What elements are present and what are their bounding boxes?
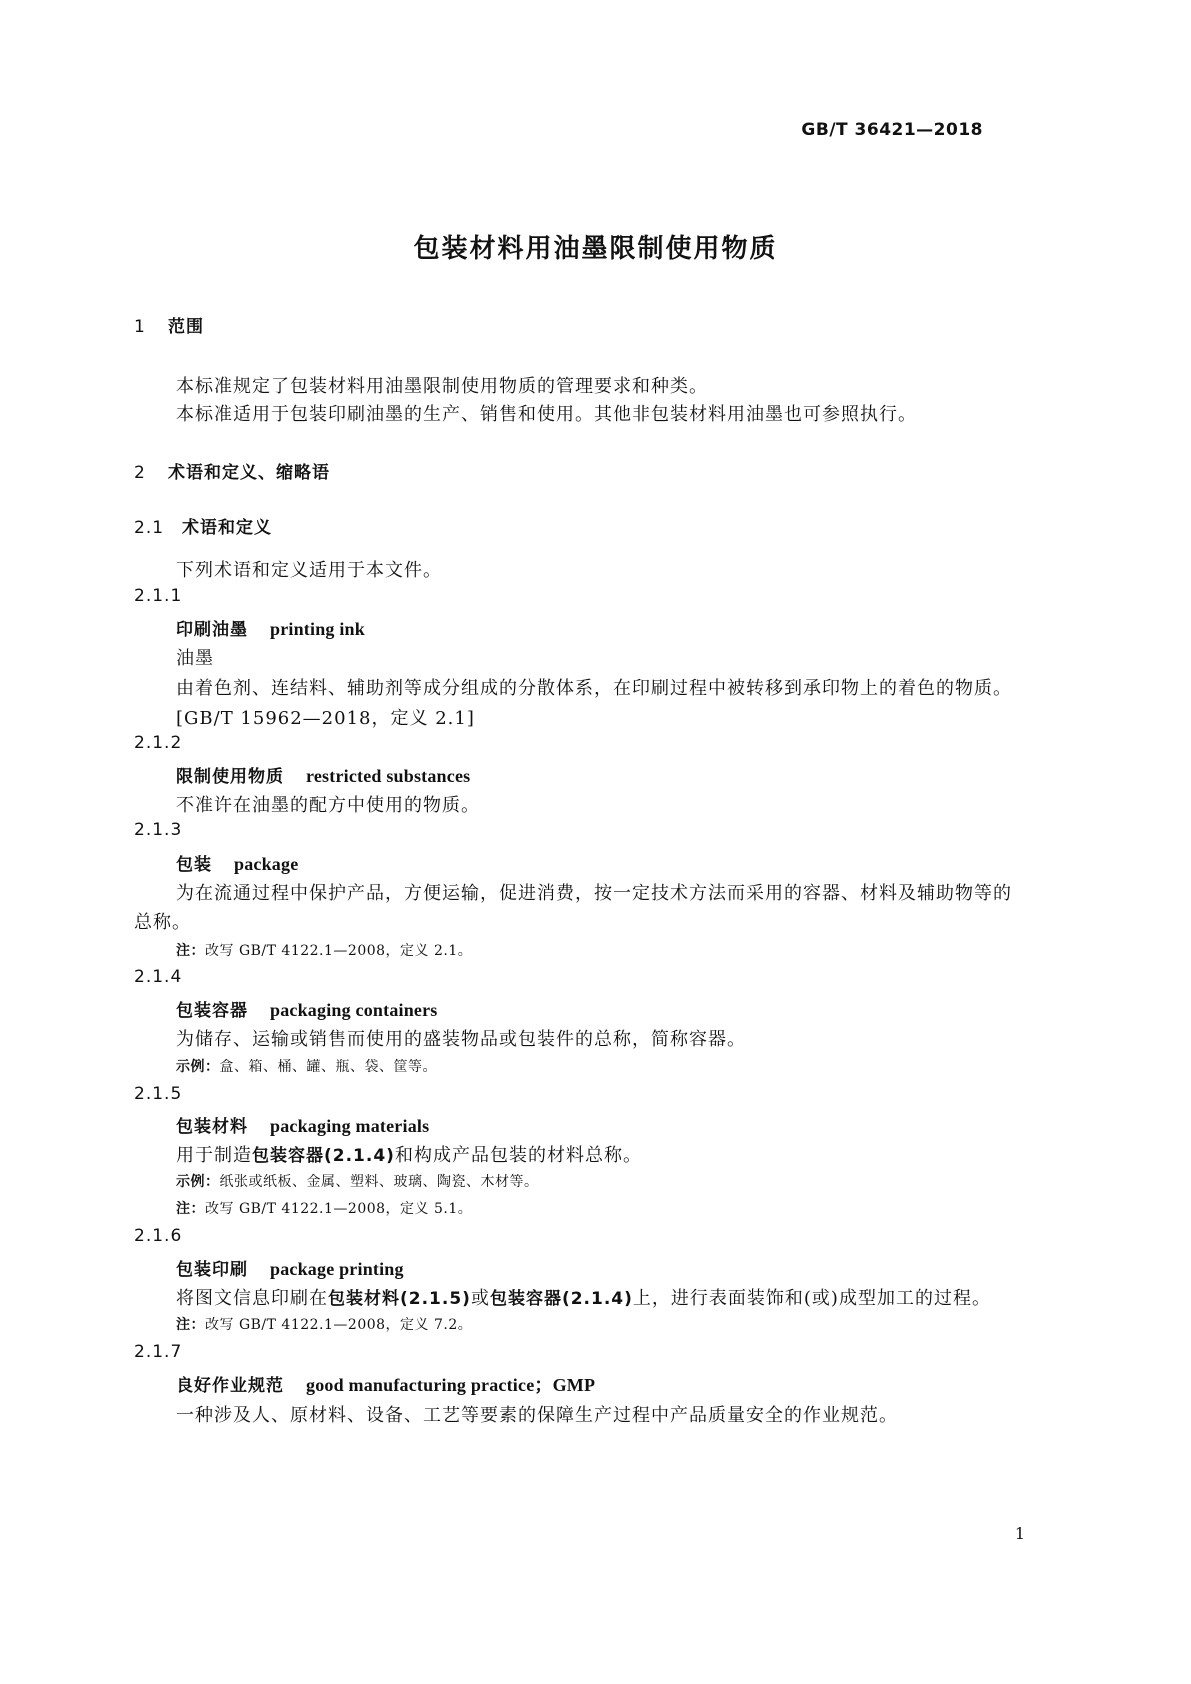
term-reference: 包装材料 [328, 1289, 400, 1309]
note-text: 改写 GB/T 4122.1—2008，定义 5.1。 [205, 1201, 473, 1217]
term-en: good manufacturing practice；GMP [306, 1375, 596, 1395]
section-1-heading [134, 312, 204, 337]
clause-reference: (2.1.4) [561, 1289, 633, 1309]
term-zh: 包装容器 [176, 1001, 248, 1021]
note [176, 1198, 472, 1218]
example-label: 示例： [176, 1059, 220, 1075]
term-zh: 包装材料 [176, 1117, 248, 1137]
clause-number: 2.1.3 [134, 820, 183, 840]
term-en: packaging containers [270, 1000, 438, 1020]
definition-text: 和构成产品包装的材料总称。 [394, 1145, 642, 1166]
example-text: 盒、箱、桶、罐、瓶、袋、筐等。 [219, 1059, 437, 1075]
term-reference: 包装容器 [252, 1146, 324, 1166]
term-entry [176, 1371, 595, 1397]
term-zh: 良好作业规范 [176, 1376, 284, 1396]
term-zh: 包装 [176, 855, 212, 875]
clause-number: 2.1.2 [134, 733, 183, 753]
definition: 不准许在油墨的配方中使用的物质。 [176, 795, 480, 816]
clause-number: 2.1.4 [134, 967, 183, 987]
admitted-term: 油墨 [176, 648, 214, 669]
definition: 为储存、运输或销售而使用的盛装物品或包装件的总称，简称容器。 [176, 1029, 746, 1050]
note-text: 改写 GB/T 4122.1—2008，定义 7.2。 [205, 1317, 473, 1333]
term-zh: 限制使用物质 [176, 767, 284, 787]
clause-reference: (2.1.4) [324, 1146, 395, 1166]
definition: 为在流通过程中保护产品，方便运输，促进消费，按一定技术方法而采用的容器、材料及辅助物等的 [176, 883, 1012, 904]
note-label: 注： [176, 943, 205, 959]
example-text: 纸张或纸板、金属、塑料、玻璃、陶瓷、木材等。 [219, 1174, 539, 1190]
term-entry [176, 615, 365, 640]
example-label: 示例： [176, 1174, 220, 1190]
term-en: packaging materials [270, 1116, 430, 1136]
page-number: 1 [1014, 1524, 1025, 1543]
term-entry [176, 1255, 404, 1280]
section-2-heading [134, 458, 330, 483]
subsection-2-1-heading [134, 513, 272, 538]
example [176, 1171, 539, 1191]
definition-text: 用于制造 [176, 1145, 252, 1166]
term-en: restricted substances [306, 766, 471, 786]
section-title: 范围 [168, 317, 204, 337]
standard-code: GB/T 36421—2018 [801, 120, 983, 140]
section-title: 术语和定义、缩略语 [168, 463, 330, 483]
definition: 由着色剂、连结料、辅助剂等成分组成的分散体系，在印刷过程中被转移到承印物上的着色的物质。 [176, 678, 1012, 699]
definition-text: 或 [470, 1288, 490, 1309]
term-entry [176, 762, 470, 787]
definition-continued: 总称。 [134, 912, 191, 933]
term-entry [176, 996, 438, 1021]
section-number: 2.1 [134, 518, 165, 538]
definition [176, 1284, 991, 1310]
clause-reference: (2.1.5) [400, 1289, 471, 1309]
definition-text: 上，进行表面装饰和(或)成型加工的过程。 [632, 1288, 991, 1309]
definition-text: 将图文信息印刷在 [176, 1288, 328, 1309]
note [176, 1314, 472, 1334]
clause-number: 2.1.6 [134, 1226, 183, 1246]
clause-number: 2.1.1 [134, 586, 183, 606]
definition [176, 1141, 642, 1167]
note-label: 注： [176, 1317, 205, 1333]
note-label: 注： [176, 1201, 205, 1217]
section-number: 1 [134, 317, 146, 337]
term-en: printing ink [270, 619, 365, 639]
term-entry [176, 850, 298, 875]
section-title: 术语和定义 [182, 518, 272, 538]
paragraph: 本标准规定了包装材料用油墨限制使用物质的管理要求和种类。 [176, 376, 708, 397]
term-zh: 印刷油墨 [176, 620, 248, 640]
source-reference: [GB/T 15962—2018，定义 2.1] [176, 708, 475, 729]
term-en: package printing [270, 1259, 404, 1279]
term-zh: 包装印刷 [176, 1260, 248, 1280]
clause-number: 2.1.7 [134, 1342, 183, 1362]
example [176, 1056, 437, 1076]
document-title: 包装材料用油墨限制使用物质 [413, 234, 778, 264]
term-reference: 包装容器 [489, 1289, 562, 1309]
note [176, 940, 472, 960]
definition: 一种涉及人、原材料、设备、工艺等要素的保障生产过程中产品质量安全的作业规范。 [176, 1405, 898, 1426]
section-number: 2 [134, 463, 146, 483]
paragraph: 本标准适用于包装印刷油墨的生产、销售和使用。其他非包装材料用油墨也可参照执行。 [176, 404, 917, 425]
note-text: 改写 GB/T 4122.1—2008，定义 2.1。 [205, 943, 473, 959]
clause-number: 2.1.5 [134, 1084, 183, 1104]
paragraph: 下列术语和定义适用于本文件。 [176, 560, 442, 581]
term-en: package [234, 854, 299, 874]
term-entry [176, 1112, 429, 1137]
